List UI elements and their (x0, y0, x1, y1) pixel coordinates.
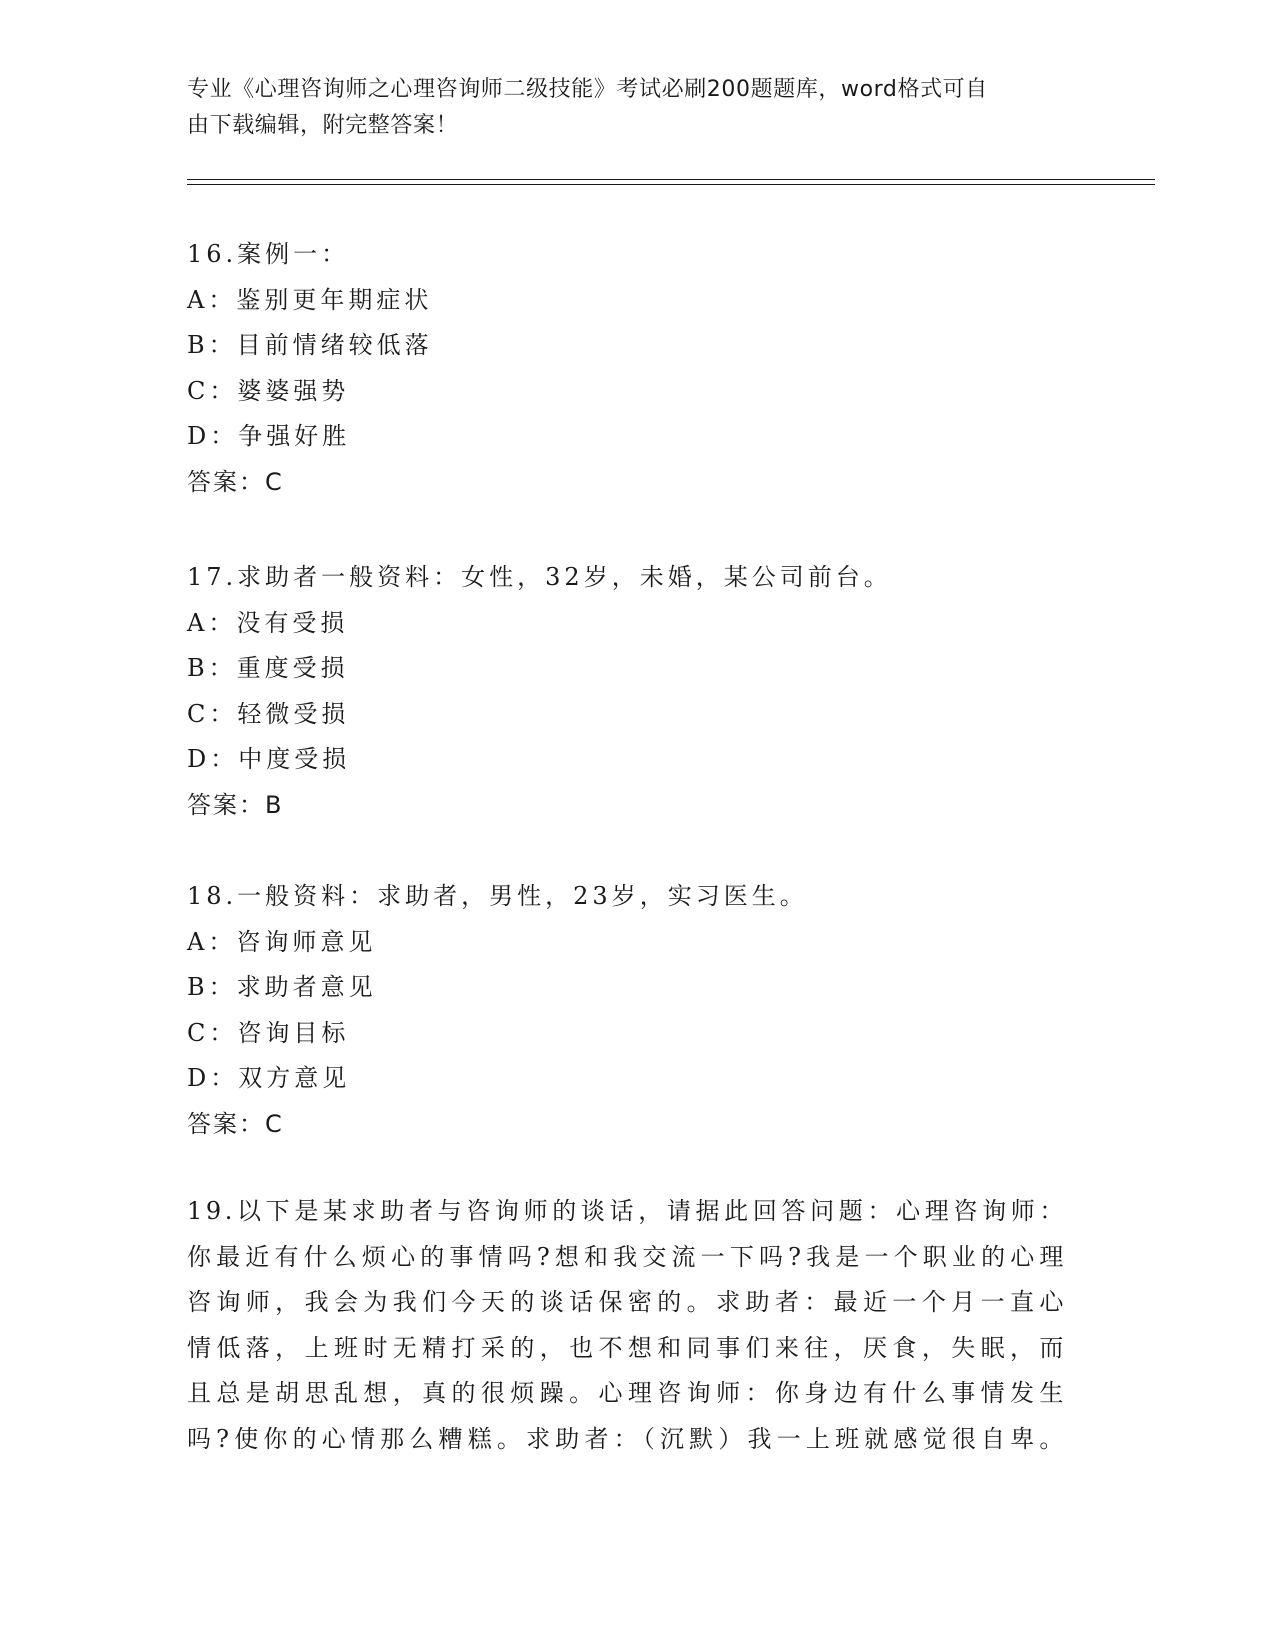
header-divider-bottom (187, 184, 1155, 185)
question-stem: 16.案例一： (187, 240, 350, 268)
option-d: D：中度受损 (187, 745, 351, 773)
option-a: A：咨询师意见 (187, 927, 377, 956)
option-a: A：鉴别更年期症状 (187, 285, 433, 314)
question-19-line: 吗?使你的心情那么糟糕。求助者：（沉默）我一上班就感觉很自卑。 (187, 1424, 1067, 1453)
document-header (187, 72, 1067, 144)
header-line-2: 由下载编辑，附完整答案！ (187, 113, 459, 138)
question-19-line: 你最近有什么烦心的事情吗?想和我交流一下吗?我是一个职业的心理 (187, 1242, 1067, 1271)
option-b: B：重度受损 (187, 654, 349, 682)
option-d: D：争强好胜 (187, 422, 351, 450)
option-c: C：婆婆强势 (187, 376, 350, 405)
question-19-line: 咨询师，我会为我们今天的谈话保密的。求助者：最近一个月一直心 (187, 1288, 1067, 1316)
answer-line: 答案：C (187, 1109, 284, 1138)
answer-line: 答案：B (187, 790, 284, 819)
question-19-line: 且总是胡思乱想，真的很烦躁。心理咨询师：你身边有什么事情发生 (187, 1379, 1067, 1407)
question-stem: 17.求助者一般资料：女性，32岁，未婚，某公司前台。 (187, 563, 892, 591)
option-d: D：双方意见 (187, 1064, 351, 1092)
answer-line: 答案：C (187, 467, 284, 496)
question-stem: 18.一般资料：求助者，男性，23岁，实习医生。 (187, 882, 808, 910)
option-b: B：求助者意见 (187, 973, 377, 1001)
question-18 (187, 874, 1067, 1147)
option-b: B：目前情绪较低落 (187, 331, 433, 359)
option-c: C：咨询目标 (187, 1018, 350, 1047)
question-19 (187, 1189, 1067, 1462)
question-17 (187, 555, 1067, 828)
question-19-line: 19.以下是某求助者与咨询师的谈话，请据此回答问题：心理咨询师： (187, 1197, 1067, 1225)
header-line-1: 专业《心理咨询师之心理咨询师二级技能》考试必刷200题题库，word格式可自 (187, 77, 988, 102)
option-c: C：轻微受损 (187, 699, 350, 728)
question-19-line: 情低落，上班时无精打采的，也不想和同事们来往，厌食，失眠，而 (187, 1333, 1067, 1362)
header-divider-top (187, 179, 1155, 180)
question-16 (187, 232, 1067, 505)
option-a: A：没有受损 (187, 608, 349, 637)
